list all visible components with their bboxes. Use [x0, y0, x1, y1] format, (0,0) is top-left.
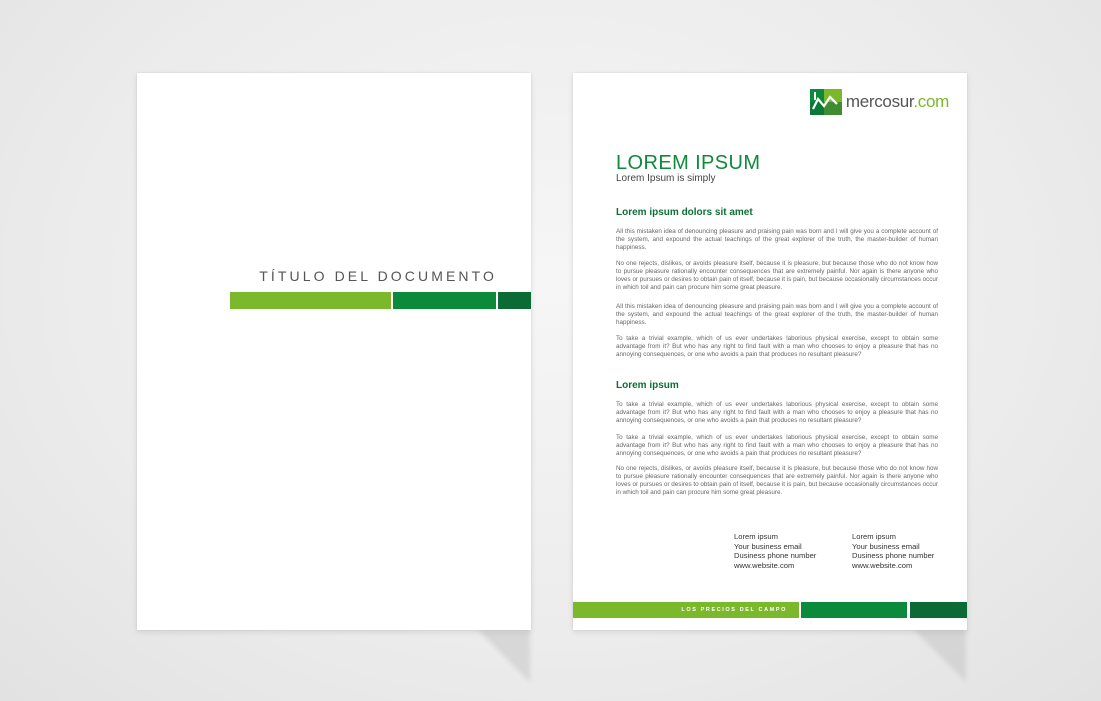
contact-name: Lorem ipsum [734, 532, 778, 541]
section2-paragraph: To take a trivial example, which of us ever undertakes laborious physical exercise, except to obtain some advantage from it? But who has any right to find fault with a man who chooses to enjoy a pleasure that has no annoying consequences, or one who avoids a pain that produces no resultant pleasure? [616, 434, 938, 458]
letter-heading: LOREM IPSUM [616, 152, 761, 174]
footer-bar-light-green [573, 602, 799, 618]
section2-paragraph: To take a trivial example, which of us ever undertakes laborious physical exercise, except to obtain some advantage from it? But who has any right to find fault with a man who chooses to enjoy a pleasure that has no annoying consequences, or one who avoids a pain that produces no resultant pleasure? [616, 401, 938, 425]
logo-wordmark [846, 92, 949, 112]
contact-email: Your business email [734, 541, 802, 551]
cover-title: TÍTULO DEL DOCUMENTO [259, 268, 497, 284]
section1-paragraph: To take a trivial example, which of us ever undertakes laborious physical exercise, except to obtain some advantage from it? But who has any right to find fault with a man who chooses to enjoy a pleasure that has no annoying consequences, or one who avoids a pain that produces no resultant pleasure? [616, 335, 938, 359]
footer-bar-dark-green [910, 602, 967, 618]
contact-website: www.website.com [852, 560, 913, 570]
mercosur-logo [810, 89, 949, 115]
section2-title: Lorem ipsum [616, 380, 679, 391]
logo-text-domain: .com [913, 92, 949, 111]
section1-paragraph: All this mistaken idea of denouncing pleasure and praising pain was born and I will give you a complete account of the system, and expound the actual teachings of the great explorer of the truth, the master-builder of human happiness. [616, 228, 938, 252]
section1-paragraph: All this mistaken idea of denouncing pleasure and praising pain was born and I will give you a complete account of the system, and expound the actual teachings of the great explorer of the truth, the master-builder of human happiness. [616, 303, 938, 327]
contact-phone: Dusiness phone number [852, 551, 935, 560]
cover-bar-dark-green [498, 292, 531, 309]
footer-bar-mid-green [801, 602, 907, 618]
cover-fold-shadow [478, 630, 530, 682]
letterhead-page [573, 73, 967, 630]
letter-fold-shadow [914, 630, 966, 682]
section2-paragraph: No one rejects, dislikes, or avoids pleasure itself, because it is pleasure, but because those who do not know how to pursue pleasure rationally encounter consequences that are extremely painful. Nor again is there anyone who loves or pursues or desires to obtain pain of itself, because it is pain, but because occasionally circumstances occur in which toil and pain can procure him some great pleasure. [616, 465, 939, 497]
mercosur-logo-icon [810, 89, 842, 115]
document-cover-page [137, 73, 531, 630]
cover-bar-light-green [230, 292, 391, 309]
contact-block [852, 532, 970, 570]
contact-block [734, 532, 852, 570]
contact-phone: Dusiness phone number [734, 551, 817, 560]
contact-website: www.website.com [734, 560, 795, 570]
section1-paragraph: No one rejects, dislikes, or avoids pleasure itself, because it is pleasure, but because those who do not know how to pursue pleasure rationally encounter consequences that are extremely painful. Nor again is there anyone who loves or pursues or desires to obtain pain of itself, because it is pain, but because occasionally circumstances occur in which toil and pain can procure him some great pleasure. [616, 260, 939, 292]
section1-title: Lorem ipsum dolors sit amet [616, 207, 753, 218]
cover-bar-mid-green [393, 292, 496, 309]
footer-tagline: LOS PRECIOS DEL CAMPO [681, 607, 787, 613]
contact-name: Lorem ipsum [852, 532, 896, 541]
contact-email: Your business email [852, 541, 920, 551]
logo-text-main: mercosur [845, 92, 914, 111]
letter-subheading: Lorem Ipsum is simply [616, 173, 716, 184]
